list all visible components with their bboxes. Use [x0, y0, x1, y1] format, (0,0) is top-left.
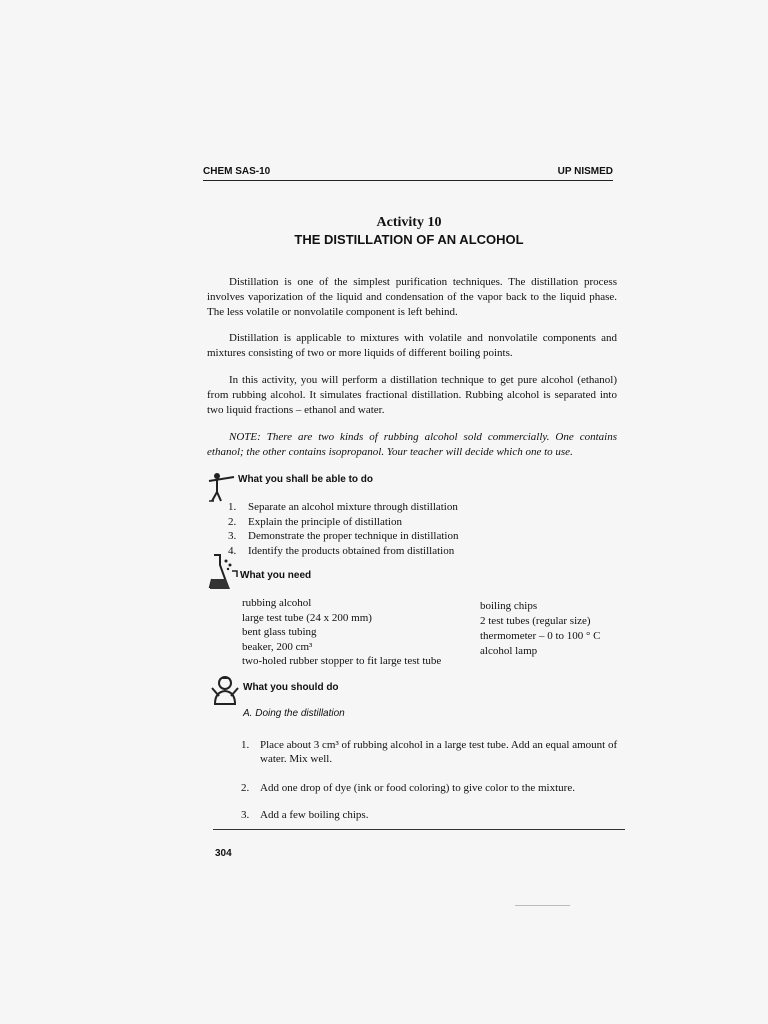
- list-item: 1. Separate an alcohol mixture through distillation: [228, 501, 458, 513]
- procedure-step: 2. Add one drop of dye (ink or food coloring) to give color to the mixture.: [241, 782, 575, 794]
- scan-mark: [515, 905, 570, 906]
- footer-rule: [213, 829, 625, 830]
- header-right: UP NISMED: [557, 166, 613, 177]
- list-item: large test tube (24 x 200 mm): [242, 611, 372, 624]
- procedure-step: 1. Place about 3 cm³ of rubbing alcohol in a large test tube. Add an equal amount of water. Mix well.: [241, 739, 618, 765]
- procedure-step: 3. Add a few boiling chips.: [241, 809, 369, 821]
- list-item: bent glass tubing: [242, 626, 317, 638]
- activity-number: Activity 10: [376, 215, 442, 230]
- list-item: thermometer – 0 to 100 ° C: [480, 630, 601, 642]
- list-item: beaker, 200 cm³: [242, 640, 313, 653]
- page-number: 304: [215, 848, 232, 859]
- intro-paragraph-3: In this activity, you will perform a distillation technique to get pure alcohol (ethanol) from rubbing alcohol. It simulates fractional distillation. Rubbing alcohol is separated into two liquid fractions – ethanol and water.: [207, 374, 617, 416]
- materials-list-left: [242, 596, 441, 669]
- header-rule: [203, 180, 613, 181]
- student-figure-icon: [210, 674, 240, 706]
- list-item: two-holed rubber stopper to fit large test tube: [242, 655, 442, 667]
- list-item: alcohol lamp: [480, 645, 538, 657]
- materials-list-right: [480, 599, 601, 659]
- note-paragraph: NOTE: There are two kinds of rubbing alcohol sold commercially. One contains ethanol; the other contains isopropanol. Your teacher will decide which one to use.: [207, 431, 617, 458]
- page-title: THE DISTILLATION OF AN ALCOHOL: [294, 232, 524, 247]
- list-item: 3. Demonstrate the proper technique in distillation: [228, 530, 459, 542]
- pointing-figure-icon: [206, 470, 236, 504]
- objectives-list: [228, 500, 458, 558]
- list-item: 4. Identify the products obtained from distillation: [228, 544, 455, 557]
- intro-paragraph-1: Distillation is one of the simplest purification techniques. The distillation process involves vaporization of the liquid and condensation of the vapor back to the liquid phase. The less volatile or nonvolatile component is left behind.: [207, 276, 617, 318]
- list-item: rubbing alcohol: [242, 597, 312, 609]
- list-item: 2 test tubes (regular size): [480, 615, 591, 627]
- procedure-heading: What you should do: [243, 682, 339, 693]
- needs-heading: What you need: [240, 570, 312, 581]
- flask-icon: [206, 553, 238, 593]
- list-item: 2. Explain the principle of distillation: [228, 515, 402, 528]
- intro-paragraph-2: Distillation is applicable to mixtures with volatile and nonvolatile components and mixtures consisting of two or more liquids of different boiling points.: [207, 332, 617, 359]
- procedure-subheading: A. Doing the distillation: [243, 708, 345, 719]
- objectives-heading: What you shall be able to do: [238, 474, 374, 485]
- list-item: boiling chips: [480, 600, 538, 612]
- header-left: CHEM SAS-10: [203, 166, 271, 177]
